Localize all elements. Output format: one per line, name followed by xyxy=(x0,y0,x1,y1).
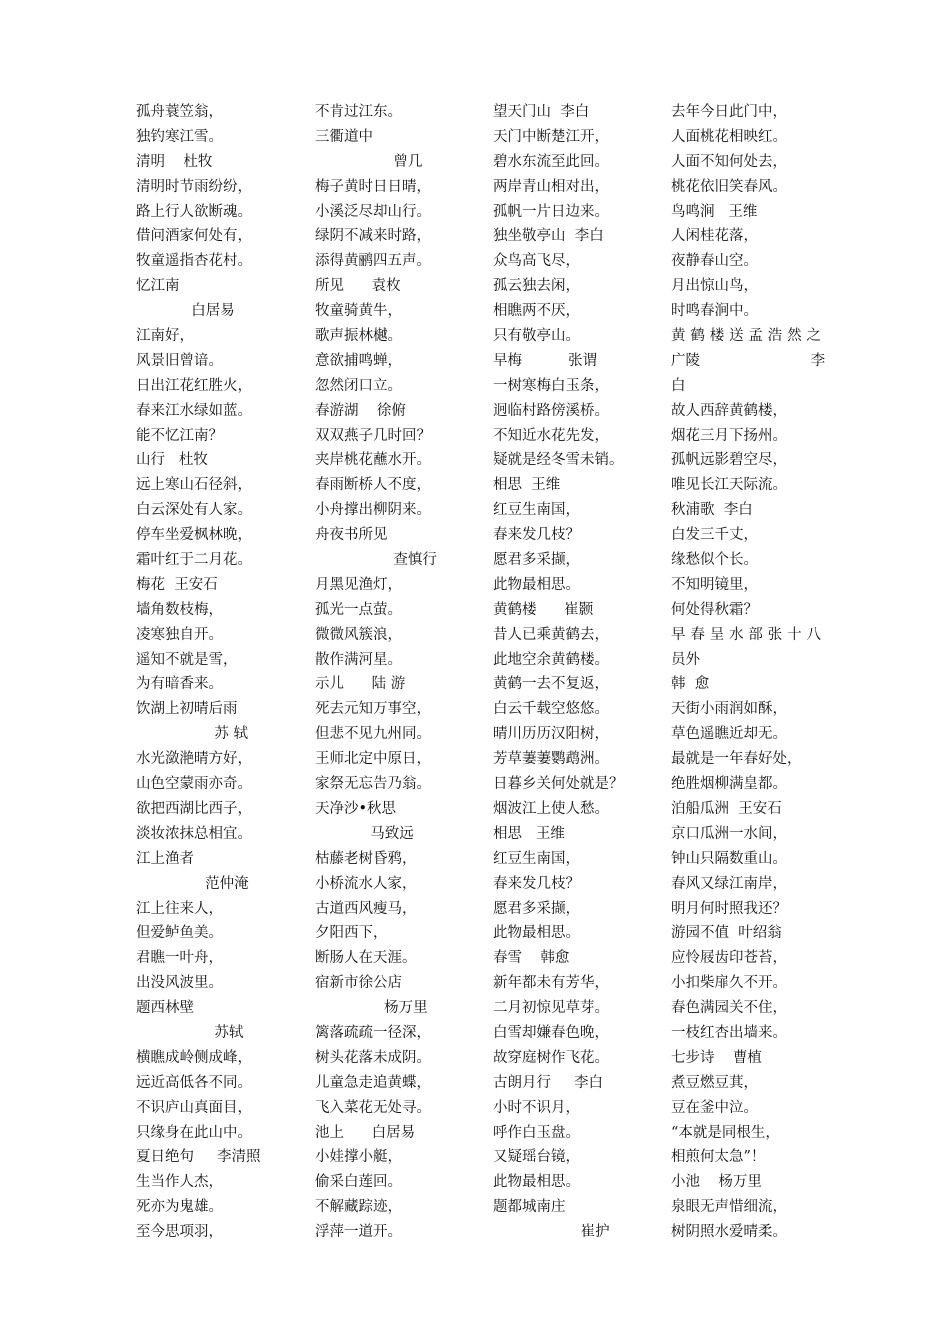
poem-line: 王师北定中原日， xyxy=(315,751,431,768)
poem-column-1 xyxy=(136,100,286,1245)
poem-line: 泊船瓜洲 王安石 xyxy=(671,800,782,817)
poem-line: 明月何时照我还？ xyxy=(671,900,787,917)
poem-line: 相思 王维 xyxy=(493,825,565,842)
poem-line: 春雨断桥人不度， xyxy=(315,477,431,494)
poem-line: 应怜屐齿印苍苔， xyxy=(671,950,787,967)
poem-line: 宿新市徐公店 xyxy=(315,975,402,992)
poem-line: 山色空蒙雨亦奇。 xyxy=(136,776,252,793)
poem-line: 风景旧曾谙。 xyxy=(136,352,223,369)
poem-line: 人面桃花相映红。 xyxy=(671,128,787,145)
poem-line: 月黑见渔灯， xyxy=(315,576,402,593)
poem-line: 黄鹤一去不复返， xyxy=(493,676,609,693)
poem-line: 愿君多采撷， xyxy=(493,900,580,917)
poem-line: 独钓寒江雪。 xyxy=(136,128,223,145)
poem-line: 此物最相思。 xyxy=(493,925,580,942)
poem-line: 死亦为鬼雄。 xyxy=(136,1199,223,1216)
poem-line: 停车坐爱枫林晚， xyxy=(136,527,252,544)
poem-column-3 xyxy=(493,100,643,1245)
poem-line: 遥知不就是雪， xyxy=(136,651,238,668)
poem-line: 相瞧两不厌， xyxy=(493,303,580,320)
poem-line: 篱落疏疏一径深， xyxy=(315,1024,431,1041)
poem-line: 碧水东流至此回。 xyxy=(493,153,609,170)
poem-line: 梅花 王安石 xyxy=(136,576,218,593)
poem-line: 故穿庭树作飞花。 xyxy=(493,1049,609,1066)
poem-line: 题都城南庄 xyxy=(493,1199,566,1216)
poem-line: 游园不值 叶绍翁 xyxy=(671,925,782,942)
poem-line: 夏日绝句 李清照 xyxy=(136,1149,261,1166)
poem-line: 烟波江上使人愁。 xyxy=(493,800,609,817)
poem-line: 但悲不见九州同。 xyxy=(315,726,431,743)
poem-line: 晴川历历汉阳树， xyxy=(493,726,609,743)
poem-line: 白云深处有人家。 xyxy=(136,502,252,519)
poem-line: 霜叶红于二月花。 xyxy=(136,552,252,569)
poem-line: 孤光一点萤。 xyxy=(315,601,402,618)
poem-line: 枯藤老树昏鸦， xyxy=(315,850,417,867)
poem-line: 豆在釜中泣。 xyxy=(671,1099,758,1116)
poem-line: 黄鹤楼送孟浩然之 xyxy=(671,328,821,345)
poem-line: 红豆生南国， xyxy=(493,502,580,519)
poem-line: 天街小雨润如酥， xyxy=(671,701,787,718)
poem-line: 江上往来人， xyxy=(136,900,223,917)
poem-line: 浮萍一道开。 xyxy=(315,1224,402,1241)
poem-line: 早春呈水部张十八 xyxy=(671,626,821,643)
poem-line: 孤舟蓑笠翁， xyxy=(136,104,223,120)
poem-line: 又疑瑶台镜， xyxy=(493,1149,580,1166)
poem-line: 人面不知何处去， xyxy=(671,153,787,170)
poem-line: 山行 杜牧 xyxy=(136,452,208,469)
poem-line: 望天门山 李白 xyxy=(493,104,590,120)
poem-line: 马致远 xyxy=(315,825,414,842)
poem-line: 呼作白玉盘。 xyxy=(493,1124,580,1141)
poem-line: 孤帆远影碧空尽， xyxy=(671,452,787,469)
poem-line: 小娃撑小艇， xyxy=(315,1149,402,1166)
poem-line: 欲把西湖比西子， xyxy=(136,800,252,817)
poem-line: 江南好， xyxy=(136,328,194,345)
poem-line: 不知明镜里， xyxy=(671,576,758,593)
poem-line: 树阴照水爱晴柔。 xyxy=(671,1224,787,1241)
poem-line: 水光潋滟晴方好， xyxy=(136,751,252,768)
poem-line: 清明 杜牧 xyxy=(136,153,213,170)
poem-line: 春雪 韩愈 xyxy=(493,950,570,967)
poem-line: 缘愁似个长。 xyxy=(671,552,758,569)
poem-line: 题西林壁 xyxy=(136,1000,194,1017)
poem-line: 淡妆浓抹总相宜。 xyxy=(136,825,252,842)
poem-line: 小舟撑出柳阴来。 xyxy=(315,502,431,519)
poem-line: 飞入菜花无处寻。 xyxy=(315,1099,431,1116)
poem-line: 日出江花红胜火， xyxy=(136,377,252,394)
poem-line: 散作满河星。 xyxy=(315,651,402,668)
poem-line: 三衢道中 xyxy=(315,128,373,145)
poem-line: 芳草萋萋鹦鹉洲。 xyxy=(493,751,609,768)
poem-line: 广陵 李 xyxy=(671,352,826,369)
poem-line: 范仲淹 xyxy=(136,875,249,892)
poem-line: 最就是一年春好处， xyxy=(671,751,802,768)
poem-line: 春来发几枝？ xyxy=(493,527,580,544)
poem-line: 月出惊山鸟， xyxy=(671,278,758,295)
poem-line: 小扣柴扉久不开。 xyxy=(671,975,787,992)
poem-line: 绝胜烟柳满皇都。 xyxy=(671,776,787,793)
poem-line: 歌声振林樾。 xyxy=(315,328,402,345)
poem-line: 牧童骑黄牛， xyxy=(315,303,402,320)
poem-line: 京口瓜洲一水间， xyxy=(671,825,787,842)
poem-line: 小桥流水人家， xyxy=(315,875,417,892)
poem-line: 忆江南 xyxy=(136,278,180,295)
poem-line: 只缘身在此山中。 xyxy=(136,1124,252,1141)
poem-line: 人闲桂花落， xyxy=(671,228,758,245)
poem-line: 饮湖上初晴后雨 xyxy=(136,701,238,718)
poem-line: 牧童遥指杏花村。 xyxy=(136,253,252,270)
poem-column-2 xyxy=(315,100,465,1245)
poem-line: 天净沙•秋思 xyxy=(315,800,397,817)
poem-line: 员外 xyxy=(671,651,700,668)
poem-line: 意欲捕鸣蝉， xyxy=(315,352,402,369)
poem-line: 池上 白居易 xyxy=(315,1124,416,1141)
poem-line: 出没风波里。 xyxy=(136,975,223,992)
poem-line: 但爱鲈鱼美。 xyxy=(136,925,223,942)
poem-line: 清明时节雨纷纷， xyxy=(136,178,252,195)
poem-line: 小时不识月， xyxy=(493,1099,580,1116)
poem-line: 泉眼无声惜细流， xyxy=(671,1199,787,1216)
poem-line: 查慎行 xyxy=(315,552,437,569)
poem-line: 微微风簇浪， xyxy=(315,626,402,643)
poem-line: 烟花三月下扬州。 xyxy=(671,427,787,444)
poem-line: 杨万里 xyxy=(315,1000,428,1017)
poem-line: 两岸青山相对出， xyxy=(493,178,609,195)
poem-line: 天门中断楚江开， xyxy=(493,128,609,145)
poem-line: 夕阳西下， xyxy=(315,925,388,942)
poem-line: 死去元知万事空， xyxy=(315,701,431,718)
poem-line: 迥临村路傍溪桥。 xyxy=(493,402,609,419)
poem-line: “本就是同根生， xyxy=(671,1124,780,1141)
poem-line: 远近高低各不同。 xyxy=(136,1074,252,1091)
poem-line: 能不忆江南？ xyxy=(136,427,223,444)
poem-line: 愿君多采撷， xyxy=(493,552,580,569)
poem-line: 孤帆一片日边来。 xyxy=(493,203,609,220)
poem-line: 此物最相思。 xyxy=(493,576,580,593)
poem-line: 一树寒梅白玉条， xyxy=(493,377,609,394)
poem-line: 秋浦歌 李白 xyxy=(671,502,753,519)
poem-line: 凌寒独自开。 xyxy=(136,626,223,643)
poem-line: 崔护 xyxy=(493,1224,610,1241)
poem-line: 不知近水花先发， xyxy=(493,427,609,444)
poem-column-4 xyxy=(671,100,826,1245)
poem-line: 生当作人杰， xyxy=(136,1174,223,1191)
poem-line: 时鸣春涧中。 xyxy=(671,303,758,320)
poem-line: 春风又绿江南岸， xyxy=(671,875,787,892)
poem-line: 舟夜书所见 xyxy=(315,527,388,544)
poem-line: 日暮乡关何处就是？ xyxy=(493,776,624,793)
poem-line: 孤云独去闲， xyxy=(493,278,580,295)
poem-line: 不解藏踪迹， xyxy=(315,1199,402,1216)
poem-line: 草色遥瞧近却无。 xyxy=(671,726,787,743)
poem-line: 白 xyxy=(671,377,686,394)
poem-line: 黄鹤楼 崔颢 xyxy=(493,601,594,618)
poem-line: 忽然闭口立。 xyxy=(315,377,402,394)
poem-line: 江上渔者 xyxy=(136,850,194,867)
poem-line: 不肯过江东。 xyxy=(315,104,402,120)
poem-line: 横瞧成岭侧成峰， xyxy=(136,1049,252,1066)
poem-line: 苏 轼 xyxy=(136,726,248,743)
poem-line: 白雪却嫌春色晚， xyxy=(493,1024,609,1041)
poem-line: 新年都未有芳华， xyxy=(493,975,609,992)
poem-line: 红豆生南国， xyxy=(493,850,580,867)
poem-line: 借问酒家何处有， xyxy=(136,228,252,245)
poem-line: 小溪泛尽却山行。 xyxy=(315,203,431,220)
poem-line: 煮豆燃豆萁， xyxy=(671,1074,758,1091)
poem-line: 疑就是经冬雪未销。 xyxy=(493,452,624,469)
poem-line: 绿阴不减来时路， xyxy=(315,228,431,245)
poem-line: 春游湖 徐俯 xyxy=(315,402,406,419)
poem-line: 古朗月行 李白 xyxy=(493,1074,604,1091)
poem-line: 春来发几枝？ xyxy=(493,875,580,892)
poem-line: 儿童急走追黄蝶， xyxy=(315,1074,431,1091)
poem-line: 钟山只隔数重山。 xyxy=(671,850,787,867)
poem-line: 墙角数枝梅， xyxy=(136,601,223,618)
poem-line: 早梅 张谓 xyxy=(493,352,598,369)
poem-line: 此物最相思。 xyxy=(493,1174,580,1191)
poem-line: 白发三千丈， xyxy=(671,527,758,544)
poem-line: 路上行人欲断魂。 xyxy=(136,203,252,220)
poem-line: 君瞧一叶舟， xyxy=(136,950,223,967)
poem-line: 为有暗香来。 xyxy=(136,676,223,693)
poem-line: 众鸟高飞尽， xyxy=(493,253,580,270)
poem-line: 梅子黄时日日晴， xyxy=(315,178,431,195)
poem-line: 韩 愈 xyxy=(671,676,710,693)
poem-line: 二月初惊见草芽。 xyxy=(493,1000,609,1017)
poem-line: 白云千载空悠悠。 xyxy=(493,701,609,718)
poem-line: 此地空余黄鹤楼。 xyxy=(493,651,609,668)
poem-line: 偷采白莲回。 xyxy=(315,1174,402,1191)
poem-line: 只有敬亭山。 xyxy=(493,328,580,345)
poem-line: 所见 袁枚 xyxy=(315,278,401,295)
poem-line: 鸟鸣涧 王维 xyxy=(671,203,758,220)
poem-line: 树头花落未成阴。 xyxy=(315,1049,431,1066)
poem-line: 示儿 陆 游 xyxy=(315,676,406,693)
poem-line: 双双燕子几时回？ xyxy=(315,427,431,444)
poem-line: 白居易 xyxy=(136,303,235,320)
poem-line: 家祭无忘告乃翁。 xyxy=(315,776,431,793)
poem-line: 何处得秋霜？ xyxy=(671,601,758,618)
poem-line: 春来江水绿如蓝。 xyxy=(136,402,252,419)
poem-line: 唯见长江天际流。 xyxy=(671,477,787,494)
poem-line: 一枝红杏出墙来。 xyxy=(671,1024,787,1041)
poem-line: 古道西风瘦马， xyxy=(315,900,417,917)
poem-line: 曾几 xyxy=(315,153,423,170)
poem-line: 远上寒山石径斜， xyxy=(136,477,252,494)
poem-line: 不识庐山真面目， xyxy=(136,1099,252,1116)
poem-line: 去年今日此门中， xyxy=(671,104,787,120)
poem-line: 昔人已乘黄鹤去， xyxy=(493,626,609,643)
poem-line: 断肠人在天涯。 xyxy=(315,950,417,967)
poem-line: 夜静春山空。 xyxy=(671,253,758,270)
poem-line: 苏轼 xyxy=(136,1024,244,1041)
poem-line: 春色满园关不住， xyxy=(671,1000,787,1017)
poem-line: 相煎何太急”！ xyxy=(671,1149,766,1166)
poem-line: 至今思项羽， xyxy=(136,1224,223,1241)
poem-line: 夹岸桃花蘸水开。 xyxy=(315,452,431,469)
poem-line: 七步诗 曹植 xyxy=(671,1049,762,1066)
poem-line: 桃花依旧笑春风。 xyxy=(671,178,787,195)
poem-line: 小池 杨万里 xyxy=(671,1174,762,1191)
poem-line: 独坐敬亭山 李白 xyxy=(493,228,604,245)
poem-line: 相思 王维 xyxy=(493,477,561,494)
poem-line: 故人西辞黄鹤楼， xyxy=(671,402,787,419)
poem-line: 添得黄鹂四五声。 xyxy=(315,253,431,270)
